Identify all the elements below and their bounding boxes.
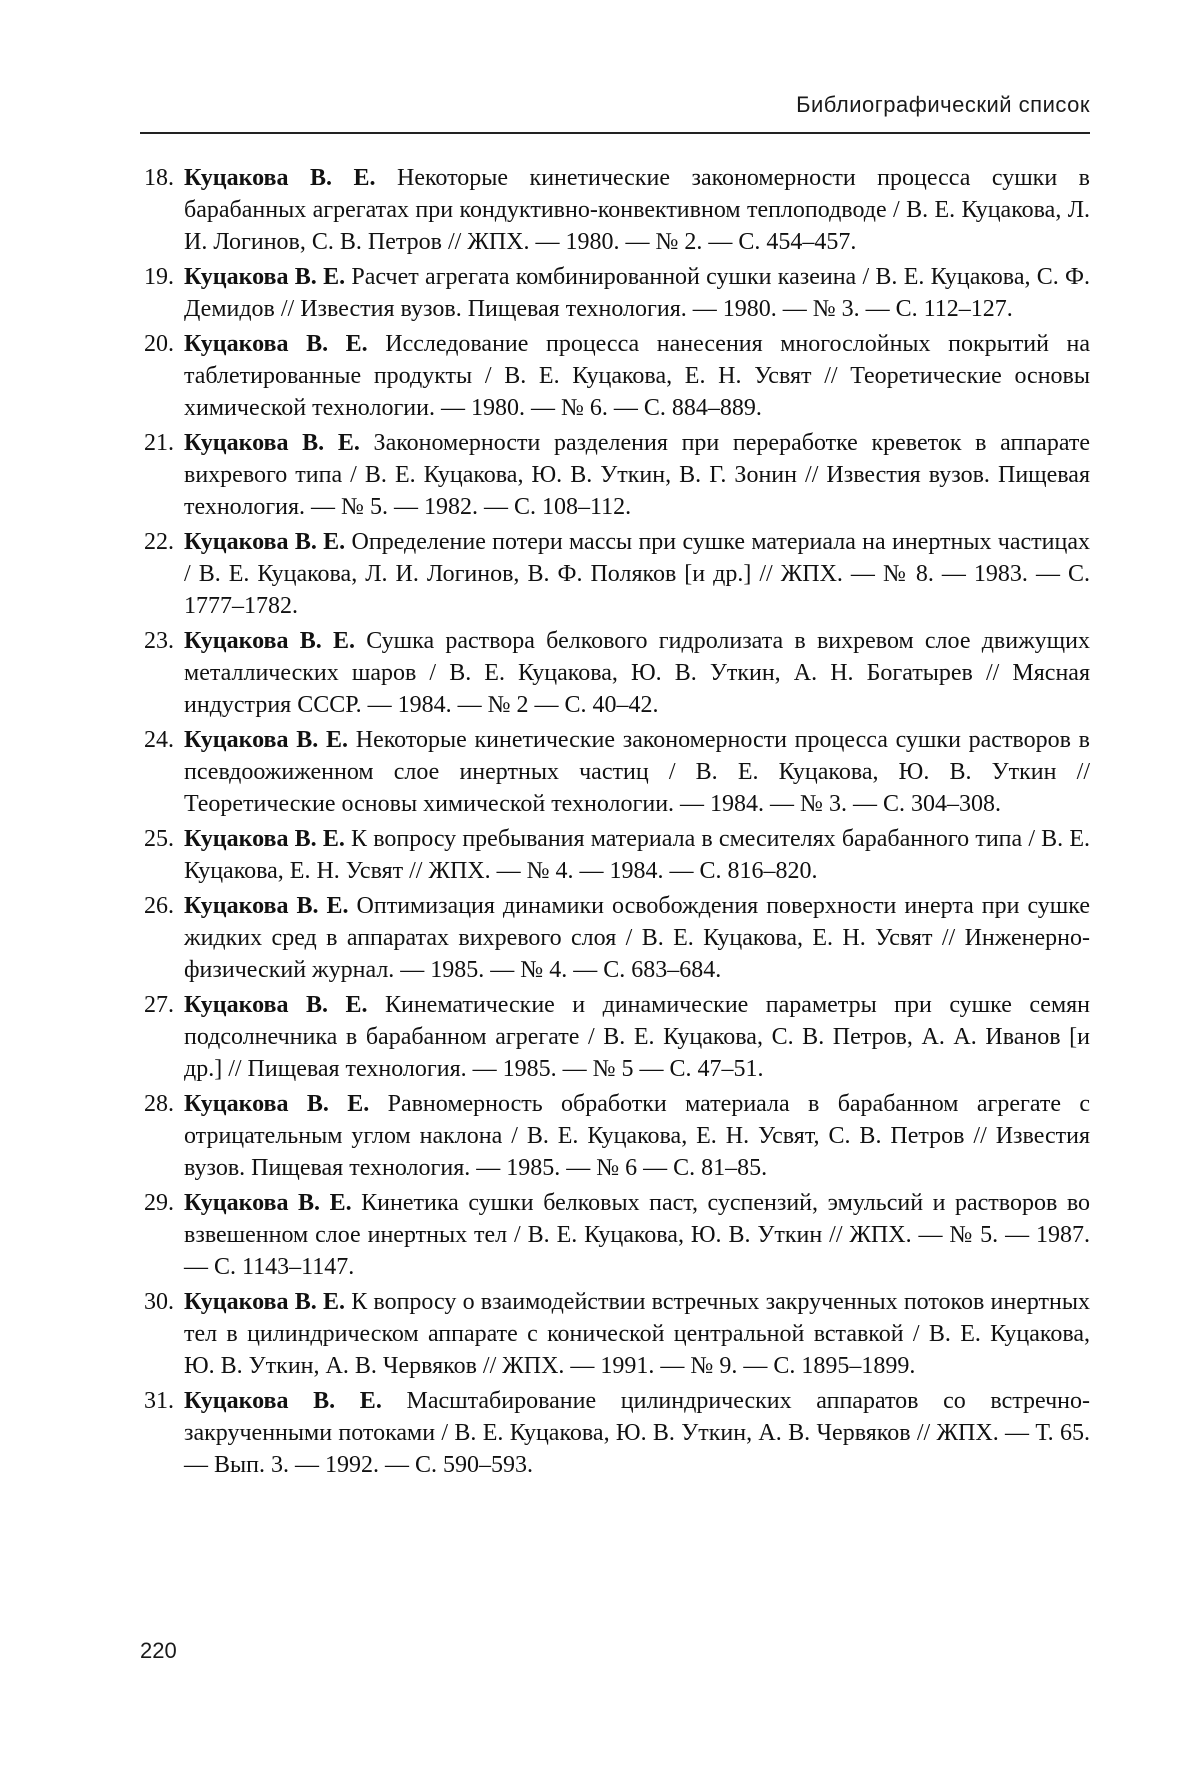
entry-body (184, 261, 1090, 325)
entry-author: Куцакова В. Е. (184, 992, 368, 1018)
entry-body (184, 989, 1090, 1085)
entry-body (184, 427, 1090, 523)
entry-body (184, 328, 1090, 424)
entry-author: Куцакова В. Е. (184, 826, 345, 852)
entry-body (184, 1286, 1090, 1382)
entry-number: 25. (144, 826, 174, 852)
entry-text: Определение потери массы при сушке материала на инертных частицах / В. Е. Куцакова, Л. И. Логинов, В. Ф. Поляков [и др.] // ЖПХ. — № 8. — 1983. — С. 1777–1782. (184, 529, 1091, 619)
entry-author: Куцакова В. Е. (184, 1190, 352, 1216)
entry-body (184, 823, 1090, 887)
entry-author: Куцакова В. Е. (184, 331, 368, 357)
entry-text: Кинематические и динамические параметры при сушке семян подсолнечника в барабанном агрегате / В. Е. Куцакова, С. В. Петров, А. А. Иванов [и др.] // Пищевая технология. — 1985. — № 5 — С. 47–51. (184, 992, 1091, 1082)
bibliography-entry (130, 724, 1090, 820)
entry-text: Сушка раствора белкового гидролизата в вихревом слое движущих металлических шаров / В. Е. Куцакова, Ю. В. Уткин, А. Н. Богатырев // Мясная индустрия СССР. — 1984. — № 2 — С. 40–42. (184, 628, 1091, 718)
bibliography-entry (130, 1286, 1090, 1382)
bibliography-entry (130, 261, 1090, 325)
entry-body (184, 526, 1090, 622)
entry-number: 28. (144, 1091, 174, 1117)
bibliography-entry (130, 328, 1090, 424)
entry-body (184, 890, 1090, 986)
bibliography-entry (130, 1187, 1090, 1283)
entry-body (184, 625, 1090, 721)
entry-text: Некоторые кинетические закономерности процесса сушки растворов в псевдоожиженном слое инертных частиц / В. Е. Куцакова, Ю. В. Уткин // Теоретические основы химической технологии. — 1984. — № 3. — С. 304–308. (184, 727, 1090, 817)
entry-author: Куцакова В. Е. (184, 529, 346, 555)
entry-author: Куцакова В. Е. (184, 727, 348, 753)
entry-text: Закономерности разделения при переработке креветок в аппарате вихревого типа / В. Е. Куцакова, Ю. В. Уткин, В. Г. Зонин // Известия вузов. Пищевая технология. — № 5. — 1982. — С. 108–112. (184, 430, 1090, 520)
entry-number: 20. (144, 331, 174, 357)
entry-number: 29. (144, 1190, 174, 1216)
entry-number: 31. (144, 1388, 174, 1414)
entry-body (184, 724, 1090, 820)
bibliography-entry (130, 162, 1090, 258)
entry-author: Куцакова В. Е. (184, 628, 355, 654)
entry-author: Куцакова В. Е. (184, 264, 346, 290)
entry-author: Куцакова В. Е. (184, 1091, 370, 1117)
entry-number: 30. (144, 1289, 174, 1315)
entry-text: Равномерность обработки материала в барабанном агрегате с отрицательным углом наклона / В. Е. Куцакова, Е. Н. Усвят, С. В. Петров // Известия вузов. Пищевая технология. — 1985. — № 6 — С. 81–85. (184, 1091, 1091, 1181)
entry-number: 26. (144, 893, 174, 919)
entry-text: К вопросу пребывания материала в смесителях барабанного типа / В. Е. Куцакова, Е. Н. Усвят // ЖПХ. — № 4. — 1984. — С. 816–820. (184, 826, 1091, 884)
running-header-title: Библиографический список (796, 92, 1090, 117)
entry-text: Расчет агрегата комбинированной сушки казеина / В. Е. Куцакова, С. Ф. Демидов // Известия вузов. Пищевая технология. — 1980. — № 3. — С. 112–127. (184, 264, 1090, 322)
bibliography-entry (130, 625, 1090, 721)
entry-number: 23. (144, 628, 174, 654)
entry-author: Куцакова В. Е. (184, 1289, 345, 1315)
entry-text: Кинетика сушки белковых паст, суспензий, эмульсий и растворов во взвешенном слое инертных тел / В. Е. Куцакова, Ю. В. Уткин // ЖПХ. — № 5. — 1987. — С. 1143–1147. (184, 1190, 1090, 1280)
entry-number: 21. (144, 430, 174, 456)
entry-body (184, 1187, 1090, 1283)
header-rule (140, 132, 1090, 134)
entry-number: 27. (144, 992, 174, 1018)
entry-text: К вопросу о взаимодействии встречных закрученных потоков инертных тел в цилиндрическом аппарате с конической центральной вставкой / В. Е. Куцакова, Ю. В. Уткин, А. В. Червяков // ЖПХ. — 1991. — № 9. — С. 1895–1899. (184, 1289, 1091, 1379)
entry-number: 22. (144, 529, 174, 555)
entry-text: Оптимизация динамики освобождения поверхности инерта при сушке жидких сред в аппаратах вихревого слоя / В. Е. Куцакова, Е. Н. Усвят // Инженерно-физический журнал. — 1985. — № 4. — С. 683–684. (184, 893, 1090, 983)
entry-author: Куцакова В. Е. (184, 165, 376, 191)
bibliography-entry (130, 427, 1090, 523)
entry-body (184, 1385, 1090, 1481)
bibliography-list (130, 162, 1090, 1484)
entry-text: Некоторые кинетические закономерности процесса сушки в барабанных агрегатах при кондуктивно-конвективном теплоподводе / В. Е. Куцакова, Л. И. Логинов, С. В. Петров // ЖПХ. — 1980. — № 2. — С. 454–457. (184, 165, 1090, 255)
page-number: 220 (140, 1638, 177, 1663)
entry-text: Масштабирование цилиндрических аппаратов со встречно-закрученными потоками / В. Е. Куцакова, Ю. В. Уткин, А. В. Червяков // ЖПХ. — Т. 65. — Вып. 3. — 1992. — С. 590–593. (184, 1388, 1091, 1478)
bibliography-entry (130, 989, 1090, 1085)
entry-number: 24. (144, 727, 174, 753)
entry-author: Куцакова В. Е. (184, 1388, 382, 1414)
entry-body (184, 1088, 1090, 1184)
bibliography-entry (130, 1088, 1090, 1184)
bibliography-entry (130, 890, 1090, 986)
entry-number: 18. (144, 165, 174, 191)
bibliography-entry (130, 1385, 1090, 1481)
bibliography-entry (130, 823, 1090, 887)
entry-author: Куцакова В. Е. (184, 430, 360, 456)
entry-body (184, 162, 1090, 258)
bibliography-entry (130, 526, 1090, 622)
entry-author: Куцакова В. Е. (184, 893, 349, 919)
entry-text: Исследование процесса нанесения многослойных покрытий на таблетированные продукты / В. Е. Куцакова, Е. Н. Усвят // Теоретические основы химической технологии. — 1980. — № 6. — С. 884–889. (184, 331, 1090, 421)
entry-number: 19. (144, 264, 174, 290)
